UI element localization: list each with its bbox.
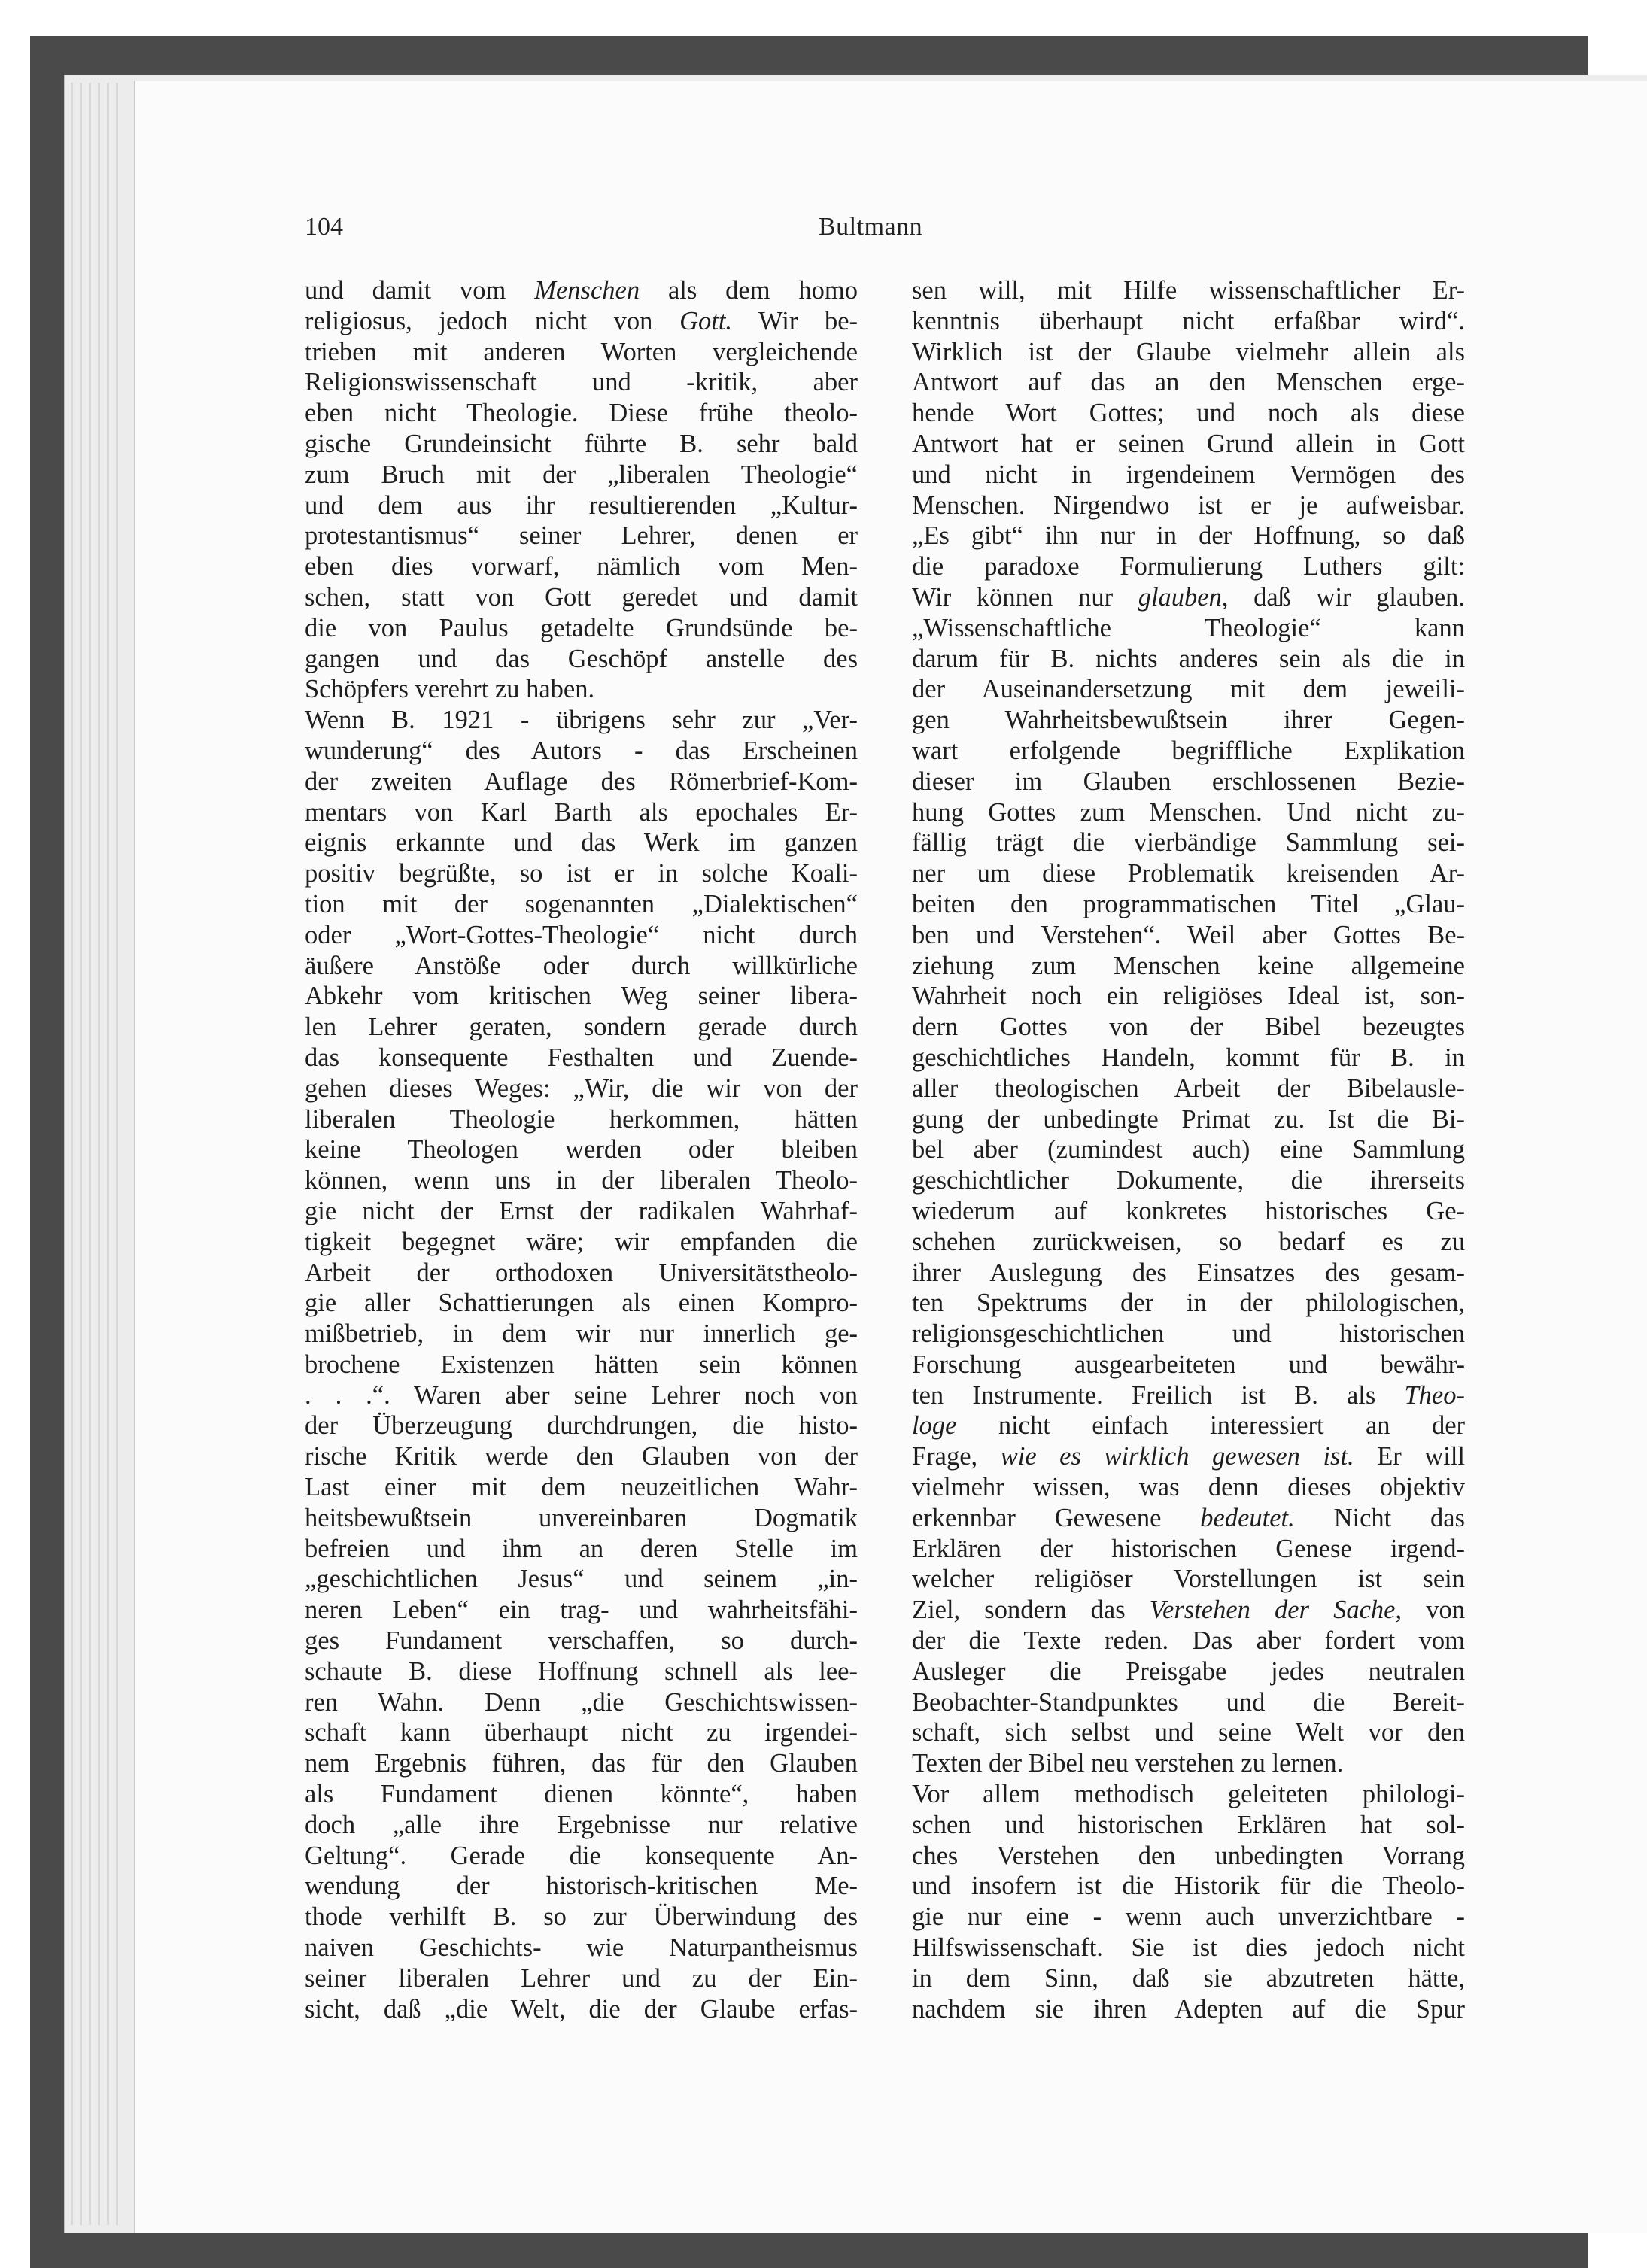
text-segment: hung Gottes zum Menschen. Und nicht zu-: [912, 797, 1465, 827]
text-line: [912, 1717, 1465, 1748]
text-line: [912, 797, 1465, 828]
text-segment: Menschen. Nirgendwo ist er je aufweisbar.: [912, 490, 1465, 520]
text-line: [912, 1196, 1465, 1227]
text-line: [912, 429, 1465, 460]
text-segment: schaft kann überhaupt nicht zu irgendei-: [305, 1718, 858, 1747]
text-line: [912, 1687, 1465, 1718]
text-segment: mentars von Karl Barth als epochales Er-: [305, 797, 858, 827]
text-segment: als Fundament dienen könnte“, haben: [305, 1780, 858, 1809]
text-segment: und dem aus ihr resultierenden „Kultur-: [305, 490, 858, 520]
text-segment: nem Ergebnis führen, das für den Glauben: [305, 1749, 858, 1778]
text-line: [305, 1564, 858, 1595]
text-line: [305, 1534, 858, 1565]
text-segment: wendung der historisch-kritischen Me-: [305, 1872, 858, 1901]
text-line: [912, 1410, 1465, 1441]
text-segment: Vor allem methodisch geleiteten philologi-: [912, 1780, 1465, 1809]
text-line: [912, 889, 1465, 920]
text-segment: eben nicht Theologie. Diese frühe theolo-: [305, 399, 858, 428]
text-line: [912, 1534, 1465, 1565]
text-line: [305, 1503, 858, 1534]
text-line: [912, 1871, 1465, 1902]
text-line: [305, 767, 858, 797]
text-line: [912, 827, 1465, 858]
text-line: [912, 1319, 1465, 1350]
text-segment: religiosus, jedoch nicht von: [305, 306, 680, 335]
page-edge: [107, 83, 109, 2225]
text-line: [305, 275, 858, 306]
italic-text: bedeutet.: [1200, 1503, 1295, 1532]
text-segment: Nicht das: [1294, 1503, 1465, 1532]
text-segment: Geltung“. Gerade die konsequente An-: [305, 1841, 858, 1870]
text-line: [305, 1410, 858, 1441]
text-segment: tigkeit begegnet wäre; wir empfanden die: [305, 1227, 858, 1256]
text-line: [305, 1687, 858, 1718]
text-segment: ren Wahn. Denn „die Geschichtswissen-: [305, 1687, 858, 1717]
text-segment: beiten den programmatischen Titel „Glau-: [912, 889, 1465, 918]
text-segment: geschichtlicher Dokumente, die ihrerseits: [912, 1166, 1465, 1195]
text-line: [305, 1196, 858, 1227]
italic-text: Gott.: [679, 306, 733, 335]
italic-text: Verstehen der Sache: [1149, 1595, 1396, 1625]
text-line: [305, 1043, 858, 1073]
text-segment: Ziel, sondern das: [912, 1595, 1150, 1625]
text-line: [305, 1963, 858, 1994]
text-line: [305, 951, 858, 982]
text-segment: gie nur eine - wenn auch unverzichtbare -: [912, 1902, 1465, 1932]
text-line: [305, 429, 858, 460]
text-segment: gung der unbedingte Primat zu. Ist die Bi-: [912, 1104, 1465, 1134]
text-segment: sicht, daß „die Welt, die der Glaube erfas-: [305, 1994, 858, 2024]
text-line: [305, 337, 858, 368]
text-segment: gangen und das Geschöpf anstelle des: [305, 644, 858, 673]
text-segment: tion mit der sogenannten „Dialektischen“: [305, 889, 858, 918]
text-segment: ner um diese Problematik kreisenden Ar-: [912, 859, 1465, 888]
text-segment: der Überzeugung durchdrungen, die histo-: [305, 1411, 858, 1441]
text-segment: wart erfolgende begriffliche Explikation: [912, 736, 1465, 765]
text-line: [305, 889, 858, 920]
text-segment: keine Theologen werden oder bleiben: [305, 1135, 858, 1164]
text-line: [305, 398, 858, 429]
text-line: [912, 1810, 1465, 1841]
text-line: [305, 920, 858, 951]
text-line: [305, 705, 858, 736]
text-line: [912, 858, 1465, 889]
text-line: [305, 1012, 858, 1043]
text-segment: das konsequente Festhalten und Zuende-: [305, 1043, 858, 1072]
text-segment: schaft, sich selbst und seine Welt vor den: [912, 1718, 1465, 1747]
text-segment: der Auseinandersetzung mit dem jeweili-: [912, 675, 1465, 704]
text-segment: schen und historischen Erklären hat sol-: [912, 1810, 1465, 1839]
page-edge: [116, 83, 118, 2225]
text-segment: Er will: [1354, 1442, 1465, 1471]
text-segment: Antwort hat er seinen Grund allein in Gott: [912, 429, 1465, 458]
text-line: [305, 613, 858, 644]
text-line: [912, 1994, 1465, 2025]
running-header: [305, 213, 1493, 250]
text-line: [912, 367, 1465, 398]
text-line: [305, 490, 858, 521]
text-line: [912, 337, 1465, 368]
page-edge: [80, 83, 82, 2225]
text-segment: schaute B. diese Hoffnung schnell als lee-: [305, 1656, 858, 1686]
text-segment: „geschichtlichen Jesus“ und seinem „in-: [305, 1565, 858, 1594]
text-line: [912, 1564, 1465, 1595]
italic-text: Theo-: [1404, 1380, 1465, 1410]
text-line: [912, 736, 1465, 767]
text-line: [305, 1902, 858, 1933]
text-segment: und damit vom: [305, 276, 535, 305]
text-segment: rische Kritik werde den Glauben von der: [305, 1442, 858, 1471]
text-segment: wunderung“ des Autors - das Erscheinen: [305, 736, 858, 765]
text-segment: Abkehr vom kritischen Weg seiner libera-: [305, 982, 858, 1011]
text-segment: und insofern ist die Historik für die Theolo-: [912, 1872, 1465, 1901]
text-line: [912, 1380, 1465, 1411]
text-segment: können, wenn uns in der liberalen Theolo-: [305, 1166, 858, 1195]
text-segment: liberalen Theologie herkommen, hätten: [305, 1104, 858, 1134]
text-segment: kenntnis überhaupt nicht erfaßbar wird“.: [912, 306, 1465, 335]
text-segment: ges Fundament verschaffen, so durch-: [305, 1626, 858, 1656]
text-segment: Frage,: [912, 1442, 1001, 1471]
text-segment: Forschung ausgearbeiteten und bewähr-: [912, 1350, 1465, 1379]
text-segment: wiederum auf konkretes historisches Ge-: [912, 1196, 1465, 1225]
text-line: [912, 1288, 1465, 1319]
text-segment: gie nicht der Ernst der radikalen Wahrhaf-: [305, 1196, 858, 1225]
italic-text: loge: [912, 1411, 957, 1441]
text-line: [305, 521, 858, 551]
text-line: [305, 1810, 858, 1841]
text-segment: doch „alle ihre Ergebnisse nur relative: [305, 1810, 858, 1839]
text-segment: gische Grundeinsicht führte B. sehr bald: [305, 429, 858, 458]
text-line: [912, 1227, 1465, 1258]
text-line: [912, 490, 1465, 521]
text-line: [305, 582, 858, 613]
text-segment: Schöpfers verehrt zu haben.: [305, 675, 595, 704]
text-segment: als dem homo: [640, 276, 858, 305]
text-segment: positiv begrüßte, so ist er in solche Koali-: [305, 859, 858, 888]
text-segment: die paradoxe Formulierung Luthers gilt:: [912, 552, 1465, 581]
text-segment: . . .“. Waren aber seine Lehrer noch von: [305, 1380, 858, 1410]
text-line: [912, 1933, 1465, 1963]
text-line: [305, 1104, 858, 1135]
text-line: [305, 1441, 858, 1472]
text-line: [912, 1963, 1465, 1994]
text-segment: der die Texte reden. Das aber fordert vom: [912, 1626, 1465, 1656]
text-line: [305, 1380, 858, 1411]
text-line: [912, 1595, 1465, 1626]
text-segment: geschichtliches Handeln, kommt für B. in: [912, 1043, 1465, 1072]
text-line: [912, 920, 1465, 951]
text-segment: ten Spektrums der in der philologischen,: [912, 1289, 1465, 1318]
text-segment: äußere Anstöße oder durch willkürliche: [305, 951, 858, 980]
text-segment: neren Leben“ ein trag- und wahrheitsfähi-: [305, 1595, 858, 1625]
italic-text: wie es wirklich gewesen ist.: [1000, 1442, 1354, 1471]
text-line: [912, 674, 1465, 705]
text-segment: „Wissenschaftliche Theologie“ kann: [912, 613, 1465, 642]
page-edge: [89, 83, 91, 2225]
text-segment: mißbetrieb, in dem wir nur innerlich ge-: [305, 1319, 858, 1349]
text-segment: brochene Existenzen hätten sein können: [305, 1350, 858, 1379]
text-segment: vielmehr wissen, was denn dieses objektiv: [912, 1473, 1465, 1502]
text-line: [305, 1994, 858, 2025]
text-line: [912, 551, 1465, 582]
text-segment: Wirklich ist der Glaube vielmehr allein als: [912, 337, 1465, 366]
text-segment: nachdem sie ihren Adepten auf die Spur: [912, 1994, 1465, 2024]
text-line: [912, 1472, 1465, 1503]
text-segment: eignis erkannte und das Werk im ganzen: [305, 828, 858, 858]
text-line: [912, 306, 1465, 337]
text-segment: , von: [1395, 1595, 1465, 1625]
text-line: [305, 644, 858, 675]
text-segment: Wenn B. 1921 - übrigens sehr zur „Ver-: [305, 706, 858, 735]
text-segment: nicht einfach interessiert an der: [956, 1411, 1465, 1441]
text-line: [305, 1748, 858, 1779]
text-segment: Texten der Bibel neu verstehen zu lernen.: [912, 1749, 1344, 1778]
text-segment: Arbeit der orthodoxen Universitätstheolo-: [305, 1258, 858, 1287]
text-segment: sen will, mit Hilfe wissenschaftlicher Er-: [912, 276, 1465, 305]
text-segment: ziehung zum Menschen keine allgemeine: [912, 951, 1465, 980]
text-line: [305, 1871, 858, 1902]
text-segment: befreien und ihm an deren Stelle im: [305, 1534, 858, 1563]
text-line: [912, 460, 1465, 490]
text-segment: dieser im Glauben erschlossenen Bezie-: [912, 767, 1465, 796]
text-line: [305, 1288, 858, 1319]
text-segment: fällig trägt die vierbändige Sammlung sei-: [912, 828, 1465, 858]
text-segment: len Lehrer geraten, sondern gerade durch: [305, 1013, 858, 1042]
text-segment: Last einer mit dem neuzeitlichen Wahr-: [305, 1473, 858, 1502]
text-segment: bel aber (zumindest auch) eine Sammlung: [912, 1135, 1465, 1164]
text-line: [912, 1441, 1465, 1472]
text-line: [305, 674, 858, 705]
text-line: [305, 1134, 858, 1165]
text-segment: der zweiten Auflage des Römerbrief-Kom-: [305, 767, 858, 796]
text-line: [305, 1779, 858, 1810]
text-line: [912, 1073, 1465, 1104]
text-line: [912, 1841, 1465, 1872]
text-segment: ches Verstehen den unbedingten Vorrang: [912, 1841, 1465, 1870]
text-segment: gehen dieses Weges: „Wir, die wir von der: [305, 1073, 858, 1103]
text-segment: aller theologischen Arbeit der Bibelausle-: [912, 1073, 1465, 1103]
text-column-right: [912, 275, 1465, 2024]
text-line: [305, 858, 858, 889]
text-line: [912, 1779, 1465, 1810]
text-segment: heitsbewußtsein unvereinbaren Dogmatik: [305, 1503, 858, 1532]
running-title: Bultmann: [819, 213, 923, 241]
text-line: [305, 367, 858, 398]
text-line: [305, 736, 858, 767]
page-number: 104: [305, 213, 343, 241]
text-line: [912, 275, 1465, 306]
text-line: [912, 613, 1465, 644]
text-line: [305, 551, 858, 582]
text-segment: „Es gibt“ ihn nur in der Hoffnung, so daß: [912, 521, 1465, 551]
text-segment: schen, statt von Gott geredet und damit: [305, 582, 858, 612]
text-segment: religionsgeschichtlichen und historischen: [912, 1319, 1465, 1349]
italic-text: glauben: [1138, 582, 1222, 612]
text-segment: hende Wort Gottes; und noch als diese: [912, 399, 1465, 428]
text-line: [305, 1595, 858, 1626]
text-segment: gie aller Schattierungen als einen Kompro-: [305, 1289, 858, 1318]
text-line: [305, 1841, 858, 1872]
text-line: [912, 705, 1465, 736]
text-line: [912, 1626, 1465, 1656]
text-line: [305, 827, 858, 858]
text-line: [305, 1656, 858, 1687]
text-line: [305, 1717, 858, 1748]
text-line: [912, 582, 1465, 613]
text-segment: dern Gottes von der Bibel bezeugtes: [912, 1013, 1465, 1042]
text-segment: und nicht in irgendeinem Vermögen des: [912, 460, 1465, 489]
text-segment: darum für B. nichts anderes sein als die in: [912, 644, 1465, 673]
text-line: [305, 1227, 858, 1258]
text-line: [912, 951, 1465, 982]
text-segment: welcher religiöser Vorstellungen ist sein: [912, 1565, 1465, 1594]
text-line: [912, 1104, 1465, 1135]
text-line: [305, 1472, 858, 1503]
text-line: [912, 398, 1465, 429]
text-line: [912, 1350, 1465, 1380]
text-segment: , daß wir glauben.: [1221, 582, 1466, 612]
text-segment: Antwort auf das an den Menschen erge-: [912, 368, 1465, 397]
text-line: [305, 1350, 858, 1380]
text-segment: trieben mit anderen Worten vergleichende: [305, 337, 858, 366]
text-segment: gen Wahrheitsbewußtsein ihrer Gegen-: [912, 706, 1465, 735]
text-line: [305, 1626, 858, 1656]
page-edge: [98, 83, 100, 2225]
text-segment: erkennbar Gewesene: [912, 1503, 1201, 1532]
text-line: [912, 1043, 1465, 1073]
text-segment: Wir können nur: [912, 582, 1138, 612]
text-segment: schehen zurückweisen, so bedarf es zu: [912, 1227, 1465, 1256]
text-line: [912, 981, 1465, 1012]
text-line: [305, 460, 858, 490]
text-line: [912, 1258, 1465, 1289]
text-line: [305, 1319, 858, 1350]
text-line: [912, 1012, 1465, 1043]
text-segment: ben und Verstehen“. Weil aber Gottes Be-: [912, 920, 1465, 949]
text-line: [305, 306, 858, 337]
text-line: [305, 1258, 858, 1289]
text-line: [912, 1165, 1465, 1196]
text-line: [305, 981, 858, 1012]
text-segment: Religionswissenschaft und -kritik, aber: [305, 368, 858, 397]
text-line: [305, 797, 858, 828]
text-column-left: [305, 275, 858, 2024]
text-segment: Erklären der historischen Genese irgend-: [912, 1534, 1465, 1563]
text-line: [912, 1503, 1465, 1534]
text-segment: Ausleger die Preisgabe jedes neutralen: [912, 1656, 1465, 1686]
text-line: [912, 767, 1465, 797]
text-line: [305, 1165, 858, 1196]
text-segment: protestantismus“ seiner Lehrer, denen er: [305, 521, 858, 551]
text-line: [305, 1073, 858, 1104]
text-segment: seiner liberalen Lehrer und zu der Ein-: [305, 1963, 858, 1993]
text-segment: ihrer Auslegung des Einsatzes des gesam-: [912, 1258, 1465, 1287]
text-segment: eben dies vorwarf, nämlich vom Men-: [305, 552, 858, 581]
text-segment: Beobachter-Standpunktes und die Bereit-: [912, 1687, 1465, 1717]
text-line: [912, 521, 1465, 551]
text-line: [912, 1656, 1465, 1687]
text-segment: ten Instrumente. Freilich ist B. als: [912, 1380, 1405, 1410]
page-edge: [71, 83, 73, 2225]
text-segment: in dem Sinn, daß sie abzutreten hätte,: [912, 1963, 1465, 1993]
text-segment: naiven Geschichts- wie Naturpantheismus: [305, 1933, 858, 1963]
text-segment: Wahrheit noch ein religiöses Ideal ist, son-: [912, 982, 1465, 1011]
text-line: [912, 1134, 1465, 1165]
text-line: [912, 644, 1465, 675]
text-segment: thode verhilft B. so zur Überwindung des: [305, 1902, 858, 1932]
text-segment: die von Paulus getadelte Grundsünde be-: [305, 613, 858, 642]
text-segment: Hilfswissenschaft. Sie ist dies jedoch nicht: [912, 1933, 1465, 1963]
text-segment: Wir be-: [732, 306, 858, 335]
text-line: [912, 1748, 1465, 1779]
text-segment: oder „Wort-Gottes-Theologie“ nicht durch: [305, 920, 858, 949]
text-line: [912, 1902, 1465, 1933]
text-line: [305, 1933, 858, 1963]
italic-text: Menschen: [534, 276, 640, 305]
text-segment: zum Bruch mit der „liberalen Theologie“: [305, 460, 858, 489]
